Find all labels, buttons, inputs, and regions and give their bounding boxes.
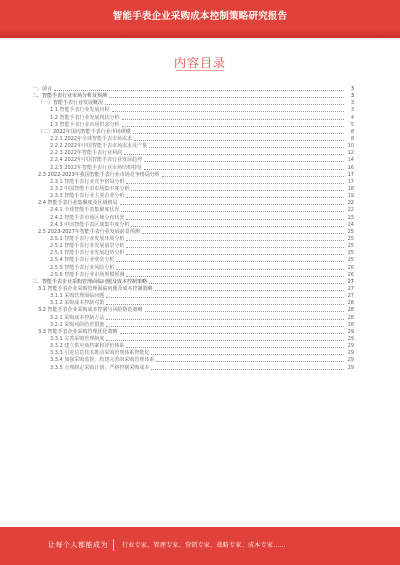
toc-entry[interactable]	[32, 286, 354, 293]
toc-entry[interactable]	[32, 157, 354, 164]
footer-banner	[0, 527, 400, 565]
toc-entry-title: 2.2.2 2022年中国智能手表市场需求及产量	[50, 143, 148, 150]
toc-dot-leader	[105, 102, 344, 105]
toc-dot-leader	[149, 145, 344, 148]
toc-entry-page: 29	[347, 335, 354, 342]
toc-dot-leader	[155, 288, 344, 291]
toc-entry[interactable]	[32, 315, 354, 322]
table-of-contents	[32, 86, 354, 372]
toc-dot-leader	[162, 174, 344, 177]
toc-entry[interactable]	[32, 207, 354, 214]
toc-entry-title: 2.5.4 智能手表行业壁垒分析	[50, 257, 115, 264]
toc-entry-page: 26	[347, 271, 354, 278]
toc-heading-underline	[176, 70, 224, 71]
toc-entry-page: 29	[347, 350, 354, 357]
toc-entry-title: 2.5.5 智能手表行业风险分析	[50, 264, 115, 271]
toc-entry-title: 1.3 智能手表行业市场供求分析	[50, 121, 120, 128]
toc-entry-title: 3.1.1 采购管理面临问题	[50, 293, 105, 300]
toc-entry[interactable]	[32, 307, 354, 314]
toc-entry-title: 2.2.1 2022年全球智能手表市场需求	[50, 136, 133, 143]
toc-entry-page: 26	[347, 264, 354, 271]
toc-entry-page: 3	[350, 100, 354, 107]
toc-entry-title: 3.2.1 采购成本控制方法	[50, 314, 105, 321]
toc-entry-title: 1.1 智能手表行业发展历程	[50, 107, 110, 114]
toc-entry-title: 3.3.4 加强采购监督，构建完善的采购管理体系	[50, 357, 155, 364]
toc-entry[interactable]	[32, 364, 354, 371]
toc-dot-leader	[106, 338, 344, 341]
toc-entry-page: 28	[347, 321, 354, 328]
toc-entry-page: 25	[347, 243, 354, 250]
toc-entry-page: 16	[347, 164, 354, 171]
footer-divider	[113, 539, 114, 551]
toc-entry[interactable]	[32, 265, 354, 272]
toc-entry-title: 3.3 智能手表企业采购管理优化策略	[38, 328, 118, 335]
toc-entry[interactable]	[32, 329, 354, 336]
toc-entry-title: 2.4.2 智能手表市场区域分布状况	[50, 214, 125, 221]
toc-entry-page: 25	[347, 228, 354, 235]
toc-dot-leader	[120, 202, 344, 205]
toc-entry-title: 2.4.1 全球智能手表集聚度状况	[50, 207, 120, 214]
toc-entry-title: 2.5.1 智能手表行业发展环境分析	[50, 236, 125, 243]
toc-dot-leader	[126, 238, 344, 241]
toc-dot-leader	[106, 317, 344, 320]
toc-entry-title: 2.3.2 中国智能手表市场集中度分析	[50, 186, 130, 193]
toc-entry-title: 2.5 2023-2027年智能手表行业发展前景预测	[38, 228, 140, 235]
toc-dot-leader	[120, 331, 344, 334]
toc-entry-page: 8	[350, 128, 354, 135]
toc-dot-leader	[133, 131, 344, 134]
toc-dot-leader	[126, 217, 344, 220]
toc-entry[interactable]	[32, 322, 354, 329]
report-title: 智能手表企业采购成本控制策略研究报告	[112, 11, 288, 22]
toc-entry-page: 28	[347, 314, 354, 321]
toc-entry-page: 22	[347, 200, 354, 207]
toc-entry-page: 18	[347, 186, 354, 193]
toc-entry-title: 2.4.3 中国智能手表区域集中度分析	[50, 221, 130, 228]
toc-entry-page: 8	[350, 136, 354, 143]
toc-entry-title: 二、智能手表行业市场分析及预测	[32, 93, 108, 100]
toc-entry-title: 3.2 智能手表企业采购成本控制与风险防范策略	[38, 307, 143, 314]
toc-entry-page: 3	[350, 86, 354, 93]
toc-entry[interactable]	[32, 257, 354, 264]
toc-entry[interactable]	[32, 279, 354, 286]
toc-dot-leader	[126, 252, 344, 255]
toc-dot-leader	[106, 295, 344, 298]
toc-dot-leader	[149, 281, 344, 284]
toc-dot-leader	[126, 181, 344, 184]
toc-entry-title: 3.3.1 完善采购管理制度	[50, 335, 105, 342]
toc-entry-title: 2.2.4 2022年中国智能手表行业发展趋势	[50, 157, 143, 164]
toc-entry-page: 25	[347, 257, 354, 264]
toc-entry-title: 三、智能手表企业采购管理面临问题及成本控制策略	[32, 278, 148, 285]
toc-entry-title: （二）2022年国内智能手表行业市场规模	[38, 128, 131, 135]
toc-entry-page: 22	[347, 207, 354, 214]
toc-entry-title: 3.3.5 合理制定采购计划，严格控制采购成本	[50, 364, 150, 371]
toc-dot-leader	[106, 324, 344, 327]
toc-entry-page: 29	[347, 328, 354, 335]
toc-entry-title: 2.5.2 智能手表行业发展前景分析	[50, 243, 125, 250]
toc-entry[interactable]	[32, 107, 354, 114]
toc-entry-title: 一、前言	[32, 86, 53, 93]
toc-entry-page: 25	[347, 250, 354, 257]
toc-entry[interactable]	[32, 357, 354, 364]
toc-entry[interactable]	[32, 165, 354, 172]
toc-entry-page: 27	[347, 286, 354, 292]
toc-entry-title: 3.3.3 引进信息技术推动采购管理体系智能化	[50, 350, 150, 357]
toc-entry[interactable]	[32, 229, 354, 236]
toc-dot-leader	[122, 124, 344, 127]
toc-dot-leader	[109, 95, 344, 98]
toc-dot-leader	[134, 138, 344, 141]
toc-dot-leader	[144, 167, 344, 170]
toc-entry-page: 23	[347, 214, 354, 221]
footer-slogan: 让每个人都能成为	[48, 541, 108, 549]
toc-entry-title: 3.1.2 采购成本控制对策	[50, 300, 105, 307]
toc-entry-page: 27	[347, 293, 354, 300]
toc-entry-title: （一）智能手表行业发展概况	[38, 100, 104, 107]
toc-dot-leader	[126, 195, 344, 198]
toc-dot-leader	[151, 367, 344, 370]
toc-entry-title: 2.4 智能手表行业集聚度及区域格局	[38, 200, 118, 207]
toc-dot-leader	[126, 274, 344, 277]
toc-entry-page: 17	[347, 178, 354, 185]
toc-dot-leader	[145, 309, 344, 312]
toc-entry[interactable]	[32, 172, 354, 179]
toc-dot-leader	[122, 117, 344, 120]
toc-dot-leader	[54, 88, 344, 91]
toc-dot-leader	[106, 302, 344, 305]
toc-dot-leader	[142, 231, 344, 234]
toc-dot-leader	[131, 224, 344, 227]
toc-entry-page: 29	[347, 357, 354, 364]
toc-entry[interactable]	[32, 222, 354, 229]
toc-entry-page: 29	[347, 343, 354, 350]
toc-entry-title: 2.3.1 智能手表行业竞争格局分析	[50, 178, 125, 185]
toc-dot-leader	[131, 188, 344, 191]
toc-entry-title: 2.2.5 2022年智能手表行业市场结构特征	[50, 164, 143, 171]
toc-entry[interactable]	[32, 336, 354, 343]
toc-entry[interactable]	[32, 115, 354, 122]
toc-dot-leader	[124, 152, 344, 155]
toc-dot-leader	[116, 267, 344, 270]
toc-dot-leader	[156, 359, 344, 362]
toc-entry-title: 3.2.2 采购风险防范措施	[50, 321, 105, 328]
toc-entry-title: 2.3 2022-2023年我国智能手表行业市场竞争格局分析	[38, 171, 160, 178]
toc-dot-leader	[126, 245, 344, 248]
toc-dot-leader	[121, 209, 344, 212]
toc-entry-page: 12	[347, 150, 354, 157]
toc-entry-title: 2.2.3 2022年智能手表行业利润	[50, 150, 123, 157]
toc-heading: 内容目录	[173, 56, 226, 70]
footer-expert-list: 行业专家、管理专家、营销专家、战略专家、成本专家……	[122, 542, 286, 549]
toc-entry[interactable]	[32, 179, 354, 186]
toc-dot-leader	[144, 159, 344, 162]
toc-entry-page: 29	[347, 364, 354, 371]
toc-entry-title: 2.5.6 智能手表行业市场规模预测	[50, 271, 125, 278]
toc-entry-page: 28	[347, 307, 354, 314]
toc-entry-page: 4	[350, 114, 354, 121]
toc-entry[interactable]	[32, 122, 354, 129]
toc-entry-title: 1.2 智能手表行业发展现状分析	[50, 114, 120, 121]
toc-entry-page: 17	[347, 171, 354, 178]
toc-entry-page: 25	[347, 236, 354, 243]
toc-entry-page: 28	[347, 300, 354, 307]
toc-entry-page: 14	[347, 157, 354, 164]
toc-entry-page: 19	[347, 193, 354, 200]
toc-dot-leader	[151, 352, 344, 355]
toc-entry[interactable]	[32, 215, 354, 222]
report-header-banner	[0, 0, 400, 38]
toc-dot-leader	[116, 259, 344, 262]
toc-entry-title: 3.3.2 建立供应商档案和评价体系	[50, 343, 125, 350]
toc-entry[interactable]	[32, 272, 354, 279]
toc-entry-page: 5	[350, 121, 354, 128]
toc-entry-page: 10	[347, 143, 354, 150]
toc-dot-leader	[112, 109, 344, 112]
toc-entry[interactable]	[32, 129, 354, 136]
toc-entry-page: 3	[350, 107, 354, 114]
toc-entry-title: 2.5.3 智能手表行业发展趋势分析	[50, 250, 125, 257]
toc-entry-title: 3.1 智能手表企业采购管理面临问题及成本控制策略	[38, 286, 153, 292]
toc-entry-page: 24	[347, 221, 354, 228]
toc-entry-page: 27	[347, 278, 354, 285]
toc-dot-leader	[126, 345, 344, 348]
toc-entry-title: 2.3.3 智能手表行业主要企业分析	[50, 193, 125, 200]
toc-entry-page: 3	[350, 93, 354, 100]
